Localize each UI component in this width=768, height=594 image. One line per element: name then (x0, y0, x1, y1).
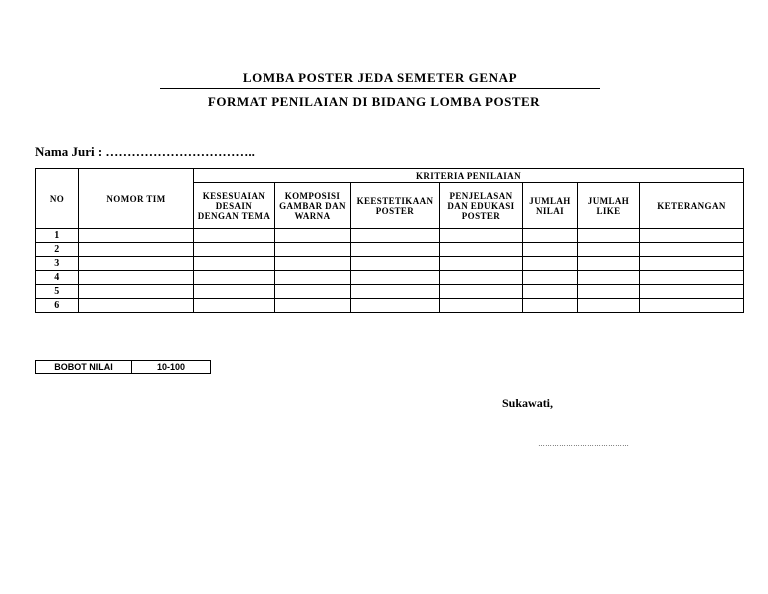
table-row (36, 285, 744, 299)
score-cell (79, 243, 194, 257)
row-number: 1 (36, 229, 79, 243)
score-cell (440, 243, 523, 257)
table-row (36, 271, 744, 285)
score-cell (194, 257, 275, 271)
score-cell (640, 271, 744, 285)
score-cell (194, 229, 275, 243)
score-cell (578, 285, 640, 299)
header-team-number: NOMOR TIM (79, 169, 194, 229)
score-cell (578, 271, 640, 285)
table-row (36, 257, 744, 271)
score-cell (351, 299, 440, 313)
row-number: 2 (36, 243, 79, 257)
score-cell (523, 271, 578, 285)
place-label: Sukawati, (502, 396, 554, 410)
score-cell (640, 229, 744, 243)
score-cell (440, 285, 523, 299)
score-cell (275, 257, 351, 271)
score-cell (275, 285, 351, 299)
score-cell (351, 243, 440, 257)
score-cell (351, 285, 440, 299)
row-number: 3 (36, 257, 79, 271)
score-cell (351, 229, 440, 243)
score-cell (578, 299, 640, 313)
score-cell (578, 229, 640, 243)
score-cell (194, 285, 275, 299)
score-cell (194, 243, 275, 257)
header-criterion: PENJELASAN DAN EDUKASI POSTER (440, 183, 523, 229)
score-cell (79, 299, 194, 313)
scoring-table (35, 168, 744, 313)
score-cell (275, 271, 351, 285)
score-cell (440, 299, 523, 313)
score-cell (640, 257, 744, 271)
document-subtitle: FORMAT PENILAIAN DI BIDANG LOMBA POSTER (207, 94, 541, 109)
signature-line: ………………………………… (538, 441, 629, 448)
score-cell (79, 271, 194, 285)
header-criterion: KETERANGAN (640, 183, 744, 229)
score-cell (351, 257, 440, 271)
score-cell (523, 285, 578, 299)
score-cell (79, 229, 194, 243)
table-row (36, 299, 744, 313)
score-cell (194, 299, 275, 313)
score-cell (523, 257, 578, 271)
weight-label: BOBOT NILAI (36, 361, 132, 374)
score-cell (640, 299, 744, 313)
score-cell (440, 229, 523, 243)
score-cell (275, 299, 351, 313)
header-criterion: KESESUAIAN DESAIN DENGAN TEMA (194, 183, 275, 229)
row-number: 5 (36, 285, 79, 299)
score-cell (440, 257, 523, 271)
score-cell (578, 243, 640, 257)
document-title: LOMBA POSTER JEDA SEMETER GENAP (242, 70, 518, 85)
table-row (36, 229, 744, 243)
score-cell (275, 243, 351, 257)
score-cell (440, 271, 523, 285)
score-cell (523, 299, 578, 313)
score-cell (79, 285, 194, 299)
score-cell (351, 271, 440, 285)
header-criterion: JUMLAH LIKE (578, 183, 640, 229)
score-cell (578, 257, 640, 271)
score-weight-table (35, 360, 211, 374)
header-criterion: KEESTETIKAAN POSTER (351, 183, 440, 229)
weight-value: 10-100 (132, 361, 211, 374)
score-cell (79, 257, 194, 271)
score-cell (275, 229, 351, 243)
score-cell (194, 271, 275, 285)
table-row (36, 243, 744, 257)
score-cell (640, 285, 744, 299)
row-number: 4 (36, 271, 79, 285)
header-criterion: KOMPOSISI GAMBAR DAN WARNA (275, 183, 351, 229)
row-number: 6 (36, 299, 79, 313)
header-criterion: JUMLAH NILAI (523, 183, 578, 229)
judge-name-field: Nama Juri : …………………………….. (35, 144, 255, 159)
title-divider (160, 88, 600, 89)
score-cell (523, 243, 578, 257)
score-cell (523, 229, 578, 243)
score-cell (640, 243, 744, 257)
header-no: NO (36, 169, 79, 229)
header-criteria-group: KRITERIA PENILAIAN (194, 169, 744, 183)
